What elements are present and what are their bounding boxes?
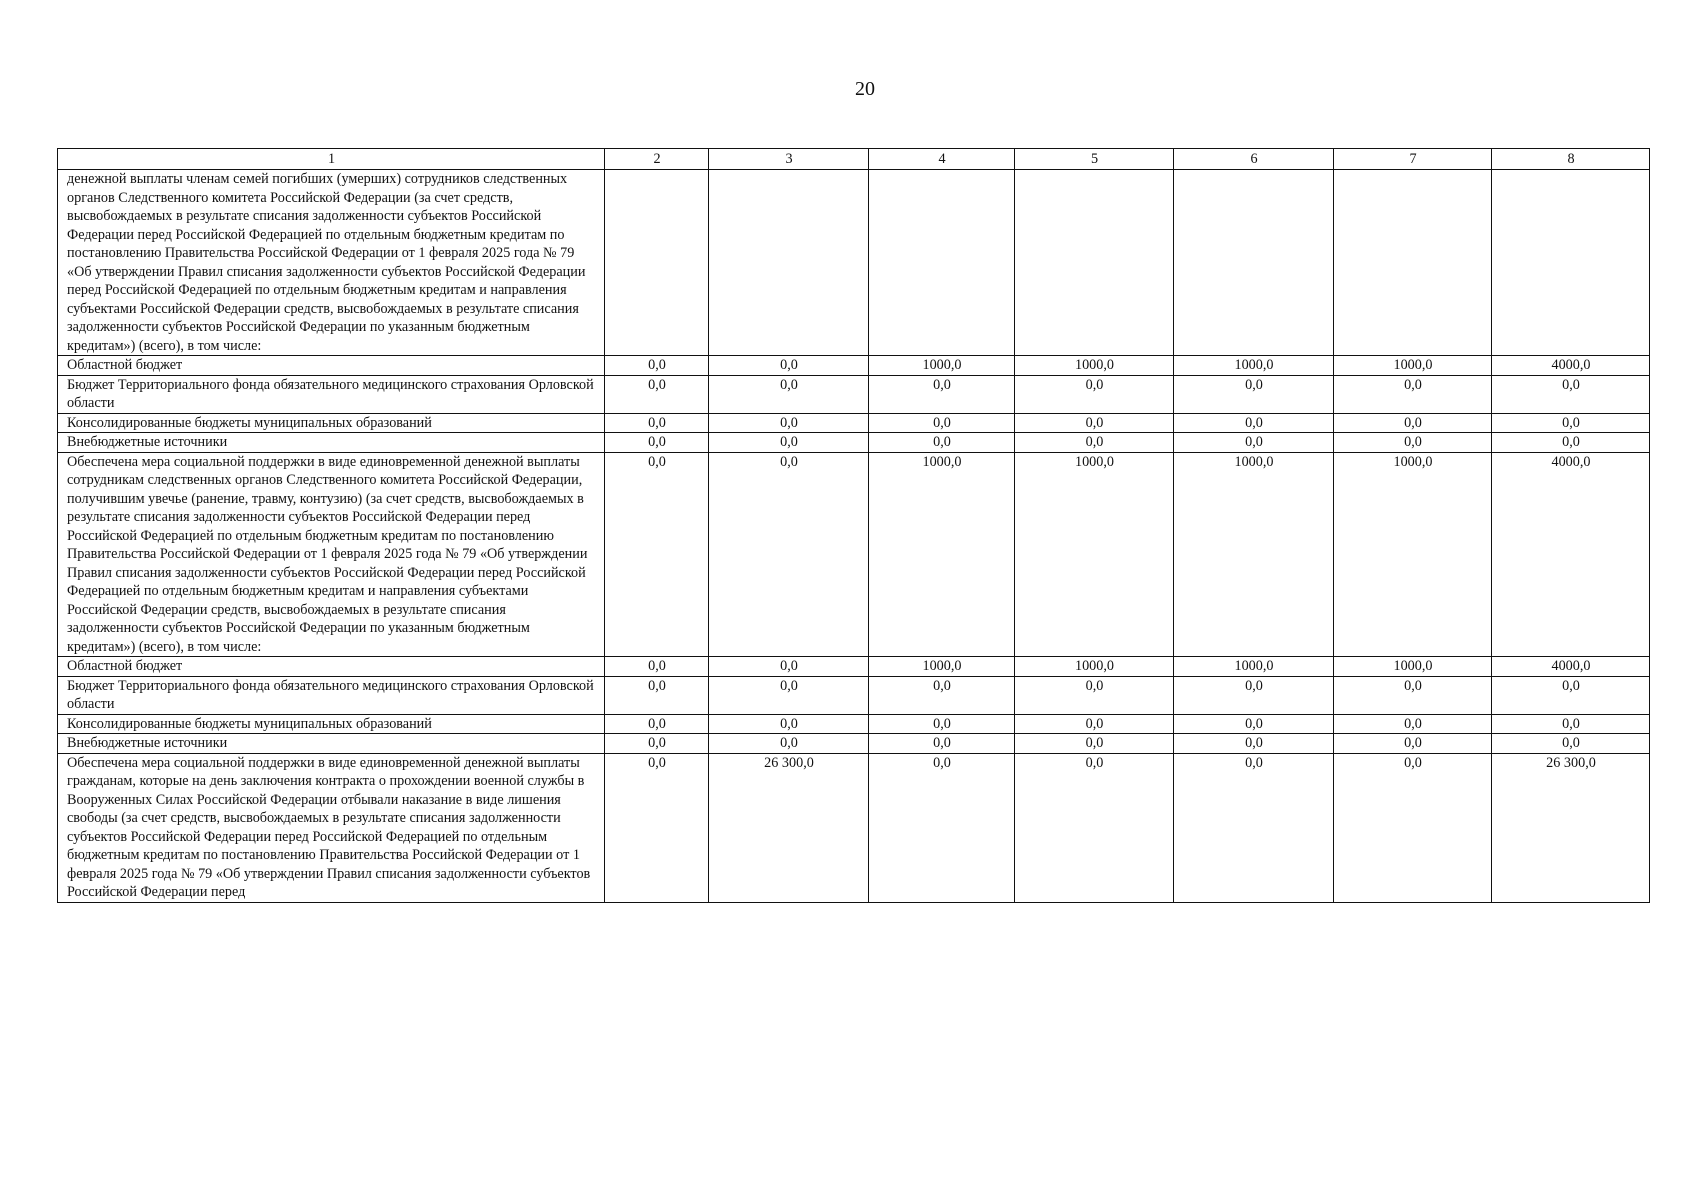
cell-value: 26 300,0 xyxy=(1492,753,1650,902)
cell-value: 0,0 xyxy=(605,413,709,433)
cell-value: 0,0 xyxy=(605,356,709,376)
cell-value: 0,0 xyxy=(709,375,869,413)
row-label: Внебюджетные источники xyxy=(58,433,605,453)
cell-value: 0,0 xyxy=(709,657,869,677)
cell-value: 0,0 xyxy=(869,433,1015,453)
cell-value: 1000,0 xyxy=(1334,657,1492,677)
cell-value xyxy=(1174,170,1334,356)
table-body xyxy=(58,149,1650,903)
table-row xyxy=(58,452,1650,657)
cell-value: 0,0 xyxy=(709,356,869,376)
cell-value: 0,0 xyxy=(1174,413,1334,433)
cell-value: 1000,0 xyxy=(1015,657,1174,677)
column-header: 3 xyxy=(709,149,869,170)
cell-value: 1000,0 xyxy=(869,657,1015,677)
cell-value: 0,0 xyxy=(1015,676,1174,714)
table-row xyxy=(58,657,1650,677)
column-header: 4 xyxy=(869,149,1015,170)
cell-value: 0,0 xyxy=(605,452,709,657)
row-label: Консолидированные бюджеты муниципальных образований xyxy=(58,714,605,734)
cell-value: 0,0 xyxy=(1492,714,1650,734)
cell-value: 0,0 xyxy=(709,452,869,657)
cell-value: 4000,0 xyxy=(1492,657,1650,677)
column-header: 8 xyxy=(1492,149,1650,170)
cell-value: 1000,0 xyxy=(1015,356,1174,376)
cell-value xyxy=(1334,170,1492,356)
cell-value: 0,0 xyxy=(605,375,709,413)
cell-value: 0,0 xyxy=(1174,676,1334,714)
cell-value: 0,0 xyxy=(1015,734,1174,754)
row-label: Областной бюджет xyxy=(58,356,605,376)
cell-value: 0,0 xyxy=(605,433,709,453)
table-row xyxy=(58,753,1650,902)
page-number: 20 xyxy=(855,78,875,100)
column-header: 2 xyxy=(605,149,709,170)
cell-value: 1000,0 xyxy=(1334,452,1492,657)
cell-value: 0,0 xyxy=(605,714,709,734)
cell-value: 0,0 xyxy=(869,734,1015,754)
row-label: денежной выплаты членам семей погибших (умерших) сотрудников следственных органов Следственного комитета Российской Федерации (за счет средств, высвобождаемых в результате списания задолженности субъектов Российской Федерации перед Российской Федерацией по отдельным бюджетным кредитам по постановлению Правительства Российской Федерации от 1 февраля 2025 года № 79 «Об утверждении Правил списания задолженности субъектов Российской Федерации перед Российской Федерацией по отдельным бюджетным кредитам и направления субъектами Российской Федерации средств, высвобождаемых в результате списания задолженности субъектов Российской Федерации по указанным бюджетным кредитам») (всего), в том числе: xyxy=(58,170,605,356)
cell-value: 0,0 xyxy=(1492,413,1650,433)
cell-value: 0,0 xyxy=(1492,734,1650,754)
cell-value: 26 300,0 xyxy=(709,753,869,902)
cell-value: 1000,0 xyxy=(869,452,1015,657)
cell-value: 0,0 xyxy=(605,734,709,754)
cell-value: 0,0 xyxy=(1334,734,1492,754)
table-row xyxy=(58,676,1650,714)
cell-value: 0,0 xyxy=(1492,433,1650,453)
row-label: Консолидированные бюджеты муниципальных образований xyxy=(58,413,605,433)
cell-value: 0,0 xyxy=(869,413,1015,433)
cell-value: 0,0 xyxy=(605,676,709,714)
cell-value: 0,0 xyxy=(605,753,709,902)
cell-value: 0,0 xyxy=(869,714,1015,734)
cell-value: 0,0 xyxy=(709,714,869,734)
cell-value: 0,0 xyxy=(1492,676,1650,714)
cell-value: 0,0 xyxy=(1334,433,1492,453)
cell-value: 0,0 xyxy=(709,413,869,433)
cell-value xyxy=(709,170,869,356)
row-label: Обеспечена мера социальной поддержки в виде единовременной денежной выплаты сотрудникам следственных органов Следственного комитета Российской Федерации, получившим увечье (ранение, травму, контузию) (за счет средств, высвобождаемых в результате списания задолженности субъектов Российской Федерации перед Российской Федерацией по отдельным бюджетным кредитам по постановлению Правительства Российской Федерации от 1 февраля 2025 года № 79 «Об утверждении Правил списания задолженности субъектов Российской Федерации перед Российской Федерацией по отдельным бюджетным кредитам и направления субъектами Российской Федерации средств, высвобождаемых в результате списания задолженности субъектов Российской Федерации по указанным бюджетным кредитам») (всего), в том числе: xyxy=(58,452,605,657)
cell-value: 0,0 xyxy=(1015,753,1174,902)
cell-value: 0,0 xyxy=(709,433,869,453)
table-row xyxy=(58,714,1650,734)
cell-value: 0,0 xyxy=(1015,714,1174,734)
cell-value: 4000,0 xyxy=(1492,452,1650,657)
cell-value: 1000,0 xyxy=(1015,452,1174,657)
cell-value: 0,0 xyxy=(1015,433,1174,453)
budget-table xyxy=(57,148,1650,903)
row-label: Внебюджетные источники xyxy=(58,734,605,754)
cell-value: 0,0 xyxy=(869,676,1015,714)
table-row xyxy=(58,734,1650,754)
cell-value: 0,0 xyxy=(869,753,1015,902)
cell-value xyxy=(869,170,1015,356)
cell-value: 0,0 xyxy=(1334,676,1492,714)
cell-value: 4000,0 xyxy=(1492,356,1650,376)
cell-value: 1000,0 xyxy=(1174,356,1334,376)
cell-value: 0,0 xyxy=(1174,714,1334,734)
cell-value: 0,0 xyxy=(709,734,869,754)
table-row xyxy=(58,356,1650,376)
cell-value: 0,0 xyxy=(1334,714,1492,734)
table-row xyxy=(58,375,1650,413)
row-label: Областной бюджет xyxy=(58,657,605,677)
cell-value: 0,0 xyxy=(1334,375,1492,413)
cell-value: 0,0 xyxy=(1492,375,1650,413)
column-header: 6 xyxy=(1174,149,1334,170)
cell-value xyxy=(1015,170,1174,356)
row-label: Бюджет Территориального фонда обязательного медицинского страхования Орловской области xyxy=(58,676,605,714)
cell-value: 0,0 xyxy=(1174,375,1334,413)
cell-value: 0,0 xyxy=(1174,433,1334,453)
cell-value xyxy=(1492,170,1650,356)
cell-value: 0,0 xyxy=(1015,375,1174,413)
row-label: Бюджет Территориального фонда обязательного медицинского страхования Орловской области xyxy=(58,375,605,413)
column-header: 5 xyxy=(1015,149,1174,170)
cell-value: 1000,0 xyxy=(869,356,1015,376)
cell-value xyxy=(605,170,709,356)
cell-value: 0,0 xyxy=(1015,413,1174,433)
column-header: 7 xyxy=(1334,149,1492,170)
cell-value: 0,0 xyxy=(605,657,709,677)
cell-value: 1000,0 xyxy=(1174,452,1334,657)
row-label: Обеспечена мера социальной поддержки в виде единовременной денежной выплаты гражданам, которые на день заключения контракта о прохождении военной службы в Вооруженных Силах Российской Федерации отбывали наказание в виде лишения свободы (за счет средств, высвобождаемых в результате списания задолженности субъектов Российской Федерации перед Российской Федерацией по отдельным бюджетным кредитам по постановлению Правительства Российской Федерации от 1 февраля 2025 года № 79 «Об утверждении Правил списания задолженности субъектов Российской Федерации перед xyxy=(58,753,605,902)
table-header-row xyxy=(58,149,1650,170)
cell-value: 1000,0 xyxy=(1174,657,1334,677)
cell-value: 0,0 xyxy=(1334,753,1492,902)
cell-value: 0,0 xyxy=(869,375,1015,413)
table-row xyxy=(58,413,1650,433)
table-row xyxy=(58,170,1650,356)
cell-value: 0,0 xyxy=(1334,413,1492,433)
table-row xyxy=(58,433,1650,453)
cell-value: 1000,0 xyxy=(1334,356,1492,376)
column-header: 1 xyxy=(58,149,605,170)
cell-value: 0,0 xyxy=(1174,753,1334,902)
cell-value: 0,0 xyxy=(709,676,869,714)
cell-value: 0,0 xyxy=(1174,734,1334,754)
